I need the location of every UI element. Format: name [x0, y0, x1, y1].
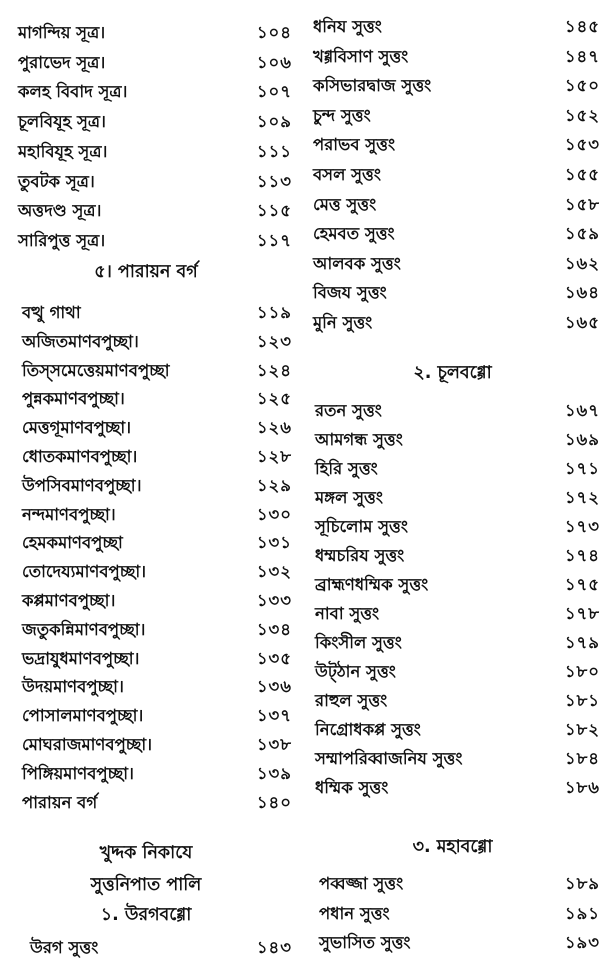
toc-entry	[305, 686, 600, 715]
toc-entry	[0, 442, 292, 471]
toc-entry-page-number: ১১১	[256, 141, 292, 161]
toc-entry-page-number: ১৬৯	[564, 430, 600, 449]
toc-entry-title: নিগ্রোধকপ্প সুত্তং	[315, 720, 421, 739]
toc-entry-page-number: ১৯৩	[564, 933, 600, 952]
toc-entry-page-number: ১৪৫	[564, 17, 600, 36]
section-heading-parayan-vagga: ৫। পারায়ন বর্গ	[94, 262, 198, 282]
toc-entry-title: ধোতকমাণবপুচ্ছা।	[22, 447, 138, 466]
toc-entry	[305, 773, 600, 802]
toc-entry-title: মঙ্গল সুত্তং	[315, 488, 383, 507]
toc-entry-page-number: ১১৫	[256, 201, 292, 221]
toc-entry-page-number: ১৬৪	[564, 283, 600, 303]
toc-entry	[305, 541, 600, 570]
toc-entry-page-number: ১০৬	[256, 52, 292, 72]
toc-entry-title: সুভাসিত সুত্তং	[319, 933, 411, 952]
toc-entry	[305, 42, 600, 71]
toc-entry-page-number: ১৪০	[256, 792, 292, 812]
toc-entry-title: জতুকন্নিমাণবপুচ্ছা।	[22, 619, 146, 639]
toc-entry-title: বসল সুত্তং	[313, 165, 381, 184]
toc-entry-title: রাহুল সুত্তং	[315, 691, 388, 710]
toc-entry-title: মহাবিযূহ সূত্র।	[18, 141, 108, 161]
toc-entry	[305, 715, 600, 744]
toc-entry-page-number: ১২৪	[256, 360, 292, 380]
toc-entry-title: পরাভব সুত্তং	[313, 135, 396, 155]
toc-entry	[0, 77, 292, 106]
toc-entry-page-number: ১১৭	[256, 230, 292, 250]
toc-entry	[0, 356, 292, 385]
toc-entry	[0, 586, 292, 615]
toc-entry	[0, 644, 292, 673]
toc-entry-page-number: ১৭২	[564, 488, 600, 507]
toc-entry-title: হেমকমাণবপুচ্ছা	[22, 533, 123, 553]
toc-entry-page-number: ১৪৭	[564, 46, 600, 66]
toc-entry	[0, 107, 292, 136]
toc-entry-page-number: ১২৯	[256, 475, 292, 495]
toc-entry	[0, 933, 292, 962]
toc-entry	[0, 528, 292, 557]
toc-entry-title: মেত্ত সুত্তং	[313, 194, 377, 214]
toc-entry-page-number: ১৭৩	[564, 517, 600, 536]
toc-entry-title: পুরাভেদ সূত্র।	[18, 52, 106, 72]
toc-entry	[305, 599, 600, 628]
toc-entry-title: ধম্মচরিয সুত্তং	[315, 546, 405, 565]
toc-entry-title: মোঘরাজমাণবপুচ্ছা।	[22, 735, 153, 754]
toc-entry-page-number: ১৩০	[256, 504, 292, 524]
toc-entry-title: কলহ বিবাদ সূত্র।	[18, 82, 128, 102]
toc-entry-title: তিস্সমেত্তেয়মাণবপুচ্ছা	[22, 360, 170, 380]
toc-entry	[305, 160, 600, 189]
toc-entry	[305, 12, 600, 41]
toc-entry-page-number: ১২৮	[256, 447, 292, 466]
toc-entry-page-number: ১৮৬	[564, 778, 600, 797]
toc-entry-page-number: ১৩৪	[256, 619, 292, 639]
toc-entry	[0, 327, 292, 356]
toc-entry	[305, 396, 600, 425]
toc-entry-title: পুন্নকমাণবপুচ্ছা।	[22, 389, 125, 409]
toc-entry	[305, 278, 600, 307]
toc-entry	[0, 615, 292, 644]
toc-entry-title: পোসালমাণবপুচ্ছা।	[22, 706, 144, 726]
toc-entry-title: খগ্গবিসাণ সুত্তং	[313, 46, 409, 66]
toc-entry	[305, 249, 600, 278]
toc-entry-page-number: ১৩১	[256, 533, 292, 553]
toc-entry	[0, 701, 292, 730]
toc-entry	[0, 788, 292, 817]
toc-entry-page-number: ১৭৫	[564, 575, 600, 594]
toc-entry	[0, 18, 292, 47]
toc-entry-page-number: ১৭৪	[564, 546, 600, 565]
toc-entry	[305, 744, 600, 773]
toc-entry-page-number: ১৩৬	[256, 677, 292, 697]
toc-entry-title: হিরি সুত্তং	[315, 459, 378, 478]
toc-entry-title: হেমবত সুত্তং	[313, 224, 395, 244]
toc-entry	[305, 454, 600, 483]
toc-entry	[0, 384, 292, 413]
toc-entry-page-number: ১৬৭	[564, 401, 600, 420]
toc-entry-page-number: ১৯১	[564, 903, 600, 923]
toc-entry-page-number: ১৮৯	[564, 874, 600, 893]
toc-entry-page-number: ১৩৮	[256, 735, 292, 754]
toc-entry-title: আলবক সুত্তং	[313, 253, 401, 273]
toc-entry	[0, 196, 292, 225]
toc-entry	[305, 130, 600, 159]
toc-entry	[0, 226, 292, 255]
toc-entry-title: ব্রাহ্মণধম্মিক সুত্তং	[315, 575, 429, 594]
toc-entry	[305, 219, 600, 248]
toc-entry-page-number: ১৪৩	[256, 938, 292, 957]
toc-entry-title: রতন সুত্তং	[315, 401, 382, 420]
toc-entry-title: পারায়ন বর্গ	[22, 792, 98, 812]
toc-entry-page-number: ১০৭	[256, 82, 292, 102]
toc-entry-title: কিংসীল সুত্তং	[315, 633, 402, 652]
toc-entry-title: কসিভারদ্বাজ সুত্তং	[313, 76, 432, 96]
toc-entry-page-number: ১২৩	[256, 331, 292, 351]
toc-entry	[305, 101, 600, 130]
section-heading-chula-vagga: ২. চূলবগ্গো	[413, 363, 492, 383]
toc-entry	[305, 899, 600, 928]
toc-entry	[305, 628, 600, 657]
section-heading-suttanipata-pali: সুত্তনিপাত পালি	[90, 875, 202, 895]
toc-entry-title: চুন্দ সুত্তং	[313, 105, 371, 125]
toc-entry-page-number: ১০৪	[256, 23, 292, 42]
toc-entry-page-number: ১২৬	[256, 418, 292, 438]
toc-entry-title: আমগন্ধ সুত্তং	[315, 430, 403, 449]
section-heading-maha-vagga: ৩. মহাবগ্গো	[412, 837, 493, 857]
toc-entry-page-number: ১৩৩	[256, 591, 292, 610]
toc-entry	[305, 71, 600, 100]
toc-entry-title: উট্ঠান সুত্তং	[315, 662, 396, 681]
toc-entry-page-number: ১৭১	[564, 459, 600, 478]
toc-entry-title: মুনি সুত্তং	[313, 313, 373, 332]
toc-entry-title: সম্মাপরিব্বাজনিয সুত্তং	[315, 749, 463, 768]
toc-entry-title: সূচিলোম সুত্তং	[315, 517, 408, 536]
toc-entry	[0, 672, 292, 701]
toc-entry-page-number: ১৫৮	[564, 194, 600, 214]
toc-entry-page-number: ১৩৫	[256, 648, 292, 668]
toc-entry-page-number: ১৮১	[564, 691, 600, 710]
toc-entry-page-number: ১৫২	[564, 105, 600, 125]
toc-entry	[0, 500, 292, 529]
toc-entry	[0, 471, 292, 500]
toc-entry-title: অজিতমাণবপুচ্ছা।	[22, 331, 139, 351]
toc-entry	[0, 298, 292, 327]
toc-entry-page-number: ১৭৯	[564, 633, 600, 652]
toc-entry-page-number: ১২৫	[256, 389, 292, 409]
toc-entry-title: উরগ সুত্তং	[30, 938, 99, 957]
section-heading-uraga-vagga: ১. উরগবগ্গো	[100, 905, 192, 925]
toc-entry-title: বত্থু গাথা	[22, 303, 81, 322]
toc-entry-title: ধম্মিক সুত্তং	[315, 778, 389, 797]
toc-entry-title: পব্বজ্জা সুত্তং	[319, 874, 404, 893]
toc-entry	[305, 425, 600, 454]
toc-entry-page-number: ১৬২	[564, 253, 600, 273]
toc-entry-page-number: ১১৩	[256, 171, 292, 191]
toc-entry-page-number: ১৭৮	[564, 604, 600, 623]
toc-entry-page-number: ১৮৪	[564, 749, 600, 768]
toc-entry	[0, 167, 292, 196]
toc-entry-page-number: ১৫৯	[564, 224, 600, 244]
toc-entry-page-number: ১১৯	[256, 303, 292, 322]
toc-entry	[0, 413, 292, 442]
toc-entry-page-number: ১৫৫	[564, 165, 600, 184]
toc-entry-title: পিঙ্গিয়মাণবপুচ্ছা।	[22, 763, 134, 783]
toc-entry	[305, 869, 600, 898]
toc-entry	[0, 730, 292, 759]
toc-entry-page-number: ১৩৯	[256, 763, 292, 783]
toc-entry-title: মেত্তগূমাণবপুচ্ছা।	[22, 418, 132, 438]
toc-entry-title: নন্দমাণবপুচ্ছা।	[22, 504, 116, 524]
toc-entry	[305, 483, 600, 512]
toc-entry-title: চূলবিযূহ সূত্র।	[18, 112, 106, 132]
toc-entry	[0, 48, 292, 77]
toc-entry-page-number: ১৩৭	[256, 706, 292, 726]
toc-entry-title: নাবা সুত্তং	[315, 604, 380, 623]
toc-entry-page-number: ১৮২	[564, 720, 600, 739]
toc-entry-title: অত্তদণ্ড সূত্র।	[18, 201, 102, 221]
toc-entry-page-number: ১৮০	[564, 662, 600, 681]
toc-entry	[305, 657, 600, 686]
toc-entry	[305, 308, 600, 337]
toc-entry-title: পধান সুত্তং	[319, 903, 390, 923]
toc-entry-title: মাগন্দিয় সূত্র।	[18, 23, 106, 42]
toc-entry-title: উদয়মাণবপুচ্ছা।	[22, 677, 124, 697]
toc-entry-title: বিজয সুত্তং	[313, 283, 387, 303]
toc-entry	[305, 512, 600, 541]
toc-entry	[305, 570, 600, 599]
toc-entry-title: কপ্পমাণবপুচ্ছা।	[22, 591, 116, 610]
toc-entry-title: ধনিয সুত্তং	[313, 17, 382, 36]
toc-entry	[0, 137, 292, 166]
toc-entry-page-number: ১৫৩	[564, 135, 600, 155]
toc-entry-title: তোদেয্যমাণবপুচ্ছা।	[22, 562, 147, 582]
toc-entry-title: সারিপুত্ত সূত্র।	[18, 230, 106, 250]
toc-entry-page-number: ১০৯	[256, 112, 292, 132]
toc-entry-title: উপসিবমাণবপুচ্ছা।	[22, 475, 142, 495]
toc-entry	[0, 557, 292, 586]
toc-entry	[305, 190, 600, 219]
toc-entry-page-number: ১৩২	[256, 562, 292, 582]
toc-entry	[0, 759, 292, 788]
toc-entry-title: তুবটক সূত্র।	[18, 171, 95, 191]
section-heading-khuddaka-nikaye: খুদ্দক নিকাযে	[99, 843, 193, 863]
toc-entry-page-number: ১৫০	[564, 76, 600, 96]
toc-entry-title: ভদ্রাযুধমাণবপুচ্ছা।	[22, 648, 140, 668]
toc-entry-page-number: ১৬৫	[564, 313, 600, 332]
toc-entry	[305, 928, 600, 957]
